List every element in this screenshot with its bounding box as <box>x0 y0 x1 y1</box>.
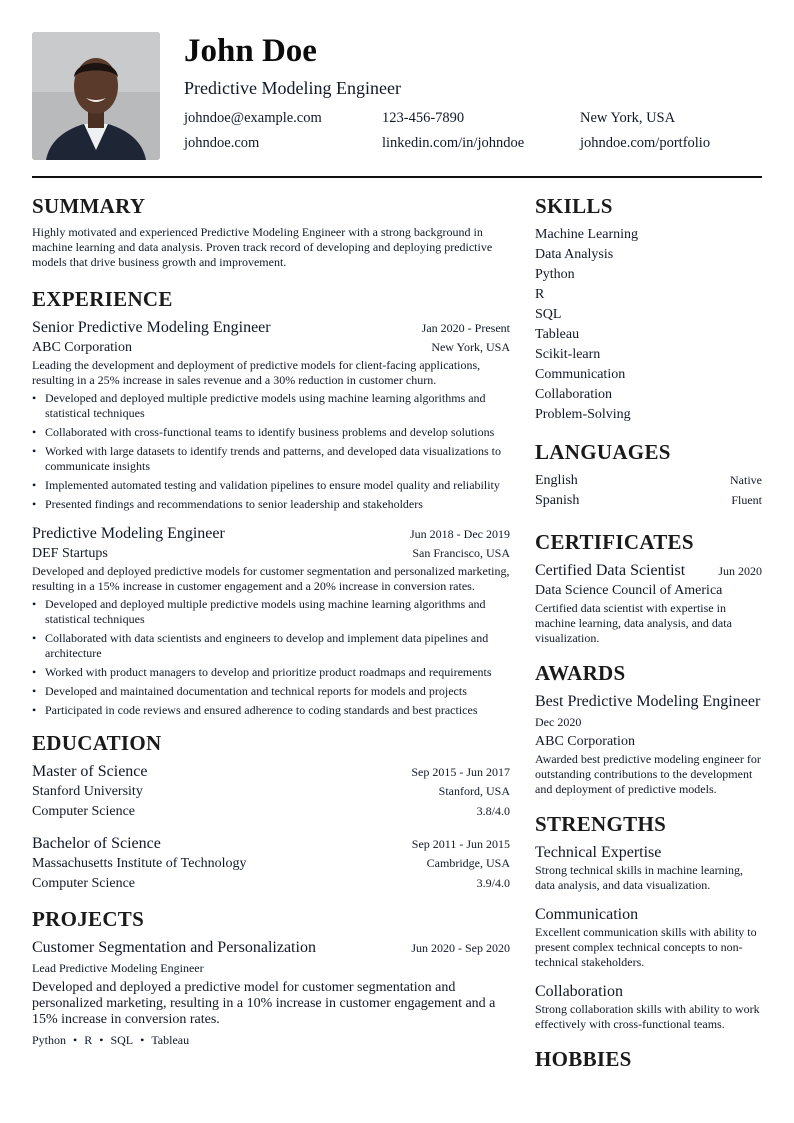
project-title: Customer Segmentation and Personalization <box>32 939 316 956</box>
job-entry <box>32 318 510 512</box>
summary-text: Highly motivated and experienced Predictive Modeling Engineer with a strong background in machine learning and data analysis. Proven track record of developing and deploying predictive models that drive business growth and improvement. <box>32 225 493 269</box>
education-dates: Sep 2015 - Jun 2017 <box>411 765 510 779</box>
skill-item: Data Analysis <box>535 247 614 262</box>
project-tags <box>32 1032 510 1048</box>
contact-website[interactable]: johndoe.com <box>184 135 260 151</box>
job-company: DEF Startups <box>32 546 108 561</box>
strength-name: Technical Expertise <box>535 844 662 861</box>
skill-item: Machine Learning <box>535 227 639 242</box>
project-role: Lead Predictive Modeling Engineer <box>32 961 204 975</box>
school: Massachusetts Institute of Technology <box>32 856 247 871</box>
skill-item: Problem-Solving <box>535 407 631 422</box>
tag-separator: • <box>99 1033 104 1047</box>
strength-item <box>535 982 762 1032</box>
skill-item: Scikit-learn <box>535 347 601 362</box>
tag: R <box>84 1033 93 1047</box>
section-heading: EDUCATION <box>32 731 162 755</box>
certificate-description: Certified data scientist with expertise in machine learning, data analysis, and data visualization. <box>535 601 732 645</box>
job-entry <box>32 524 510 718</box>
school: Stanford University <box>32 784 143 799</box>
strength-description: Excellent communication skills with ability to present complex technical concepts to non-technical stakeholders. <box>535 925 757 969</box>
contact-info <box>184 109 762 152</box>
skill-item: SQL <box>535 307 562 322</box>
school-location: Stanford, USA <box>438 784 510 798</box>
header-divider <box>32 176 762 178</box>
language-level: Fluent <box>731 493 762 507</box>
skill-item: R <box>535 287 545 302</box>
job-description: Leading the development and deployment of predictive models for client-facing applications, resulting in a 25% increase in sales revenue and a 30% reduction in customer churn. <box>32 358 481 387</box>
education-entry <box>32 762 510 822</box>
resume-header <box>32 32 762 178</box>
tag-separator: • <box>73 1033 78 1047</box>
project-dates: Jun 2020 - Sep 2020 <box>411 941 510 955</box>
contact-location: New York, USA <box>580 110 676 126</box>
education-entry <box>32 834 510 894</box>
education-section <box>32 730 510 894</box>
list-item: • Developed and deployed multiple predictive models using machine learning algorithms and statistical techniques <box>32 597 510 627</box>
language-name: Spanish <box>535 493 580 508</box>
projects-section <box>32 906 510 1048</box>
summary-section <box>32 193 510 270</box>
section-heading: HOBBIES <box>535 1047 632 1071</box>
profile-photo <box>32 32 160 160</box>
education-dates: Sep 2011 - Jun 2015 <box>411 837 510 851</box>
section-heading: STRENGTHS <box>535 812 667 836</box>
job-company: ABC Corporation <box>32 340 132 355</box>
language-name: English <box>535 473 578 488</box>
tag: Python <box>32 1033 67 1047</box>
list-item: • Participated in code reviews and ensured adherence to coding standards and best practices <box>32 703 510 718</box>
award-name: Best Predictive Modeling Engineer <box>535 693 761 710</box>
strength-item <box>535 843 762 893</box>
strength-item <box>535 905 762 970</box>
list-item: • Collaborated with cross-functional teams to identify business problems and develop solutions <box>32 425 510 440</box>
project-entry <box>32 938 510 1048</box>
degree: Bachelor of Science <box>32 835 161 852</box>
degree: Master of Science <box>32 763 148 780</box>
tag: Tableau <box>151 1033 190 1047</box>
candidate-title: Predictive Modeling Engineer <box>184 78 401 98</box>
contact-email[interactable]: johndoe@example.com <box>184 110 322 126</box>
tag-separator: • <box>140 1033 145 1047</box>
job-title: Senior Predictive Modeling Engineer <box>32 319 271 336</box>
job-dates: Jun 2018 - Dec 2019 <box>410 527 510 541</box>
certificate-date: Jun 2020 <box>718 564 762 578</box>
job-bullets <box>32 391 510 512</box>
skill-item: Python <box>535 267 575 282</box>
certificates-section <box>535 529 762 646</box>
award-issuer: ABC Corporation <box>535 734 635 749</box>
job-dates: Jan 2020 - Present <box>421 321 510 335</box>
section-heading: SUMMARY <box>32 194 146 218</box>
list-item: • Worked with large datasets to identify trends and patterns, and developed data visualizations to communicate insights <box>32 444 510 474</box>
list-item: • Developed and deployed multiple predictive models using machine learning algorithms and statistical techniques <box>32 391 510 421</box>
award-date: Dec 2020 <box>535 715 582 729</box>
list-item: • Collaborated with data scientists and engineers to develop and implement data pipelines and architecture <box>32 631 510 661</box>
award-description: Awarded best predictive modeling engineer for outstanding contributions to the development and deployment of predictive models. <box>535 752 761 796</box>
section-heading: PROJECTS <box>32 907 145 931</box>
job-location: New York, USA <box>431 340 510 354</box>
hobbies-section <box>535 1046 762 1072</box>
contact-portfolio[interactable]: johndoe.com/portfolio <box>580 135 711 151</box>
list-item: • Worked with product managers to develop and prioritize product roadmaps and requirements <box>32 665 510 680</box>
awards-section <box>535 660 762 797</box>
experience-section <box>32 286 510 718</box>
certificate-name: Certified Data Scientist <box>535 562 686 579</box>
job-title: Predictive Modeling Engineer <box>32 525 225 542</box>
certificate-issuer: Data Science Council of America <box>535 583 723 598</box>
strengths-section <box>535 811 762 1032</box>
skills-section <box>535 193 762 425</box>
contact-phone: 123-456-7890 <box>382 110 465 126</box>
field-of-study: Computer Science <box>32 804 136 819</box>
field-of-study: Computer Science <box>32 876 136 891</box>
contact-linkedin[interactable]: linkedin.com/in/johndoe <box>382 135 525 151</box>
section-heading: AWARDS <box>535 661 626 685</box>
project-description: Developed and deployed a predictive model for customer segmentation and personalized marketing, resulting in a 10% increase in customer engagement and a 15% increase in conversion rates. <box>32 980 496 1027</box>
strength-description: Strong technical skills in machine learning, data analysis, and data visualization. <box>535 863 743 892</box>
strength-description: Strong collaboration skills with ability to work effectively with cross-functional teams. <box>535 1002 760 1031</box>
gpa: 3.8/4.0 <box>476 804 510 818</box>
job-description: Developed and deployed predictive models for customer segmentation and personalized marketing, resulting in a 15% increase in customer engagement and a 20% increase in conversion rates. <box>32 564 510 593</box>
skill-item: Tableau <box>535 327 580 342</box>
section-heading: CERTIFICATES <box>535 530 694 554</box>
candidate-name: John Doe <box>184 33 317 69</box>
job-location: San Francisco, USA <box>412 546 510 560</box>
section-heading: SKILLS <box>535 194 613 218</box>
left-column <box>32 193 510 1048</box>
list-item: • Developed and maintained documentation and technical reports for models and projects <box>32 684 510 699</box>
language-level: Native <box>730 473 762 487</box>
school-location: Cambridge, USA <box>426 856 510 870</box>
skill-item: Communication <box>535 367 626 382</box>
section-heading: LANGUAGES <box>535 440 671 464</box>
list-item: • Implemented automated testing and validation pipelines to ensure model quality and reliability <box>32 478 510 493</box>
strength-name: Communication <box>535 906 639 923</box>
languages-section <box>535 439 762 511</box>
right-column <box>535 193 762 1078</box>
tag: SQL <box>110 1033 134 1047</box>
gpa: 3.9/4.0 <box>476 876 510 890</box>
strength-name: Collaboration <box>535 983 623 1000</box>
section-heading: EXPERIENCE <box>32 287 173 311</box>
job-bullets <box>32 597 510 718</box>
list-item: • Presented findings and recommendations to senior leadership and stakeholders <box>32 497 510 512</box>
skill-item: Collaboration <box>535 387 612 402</box>
